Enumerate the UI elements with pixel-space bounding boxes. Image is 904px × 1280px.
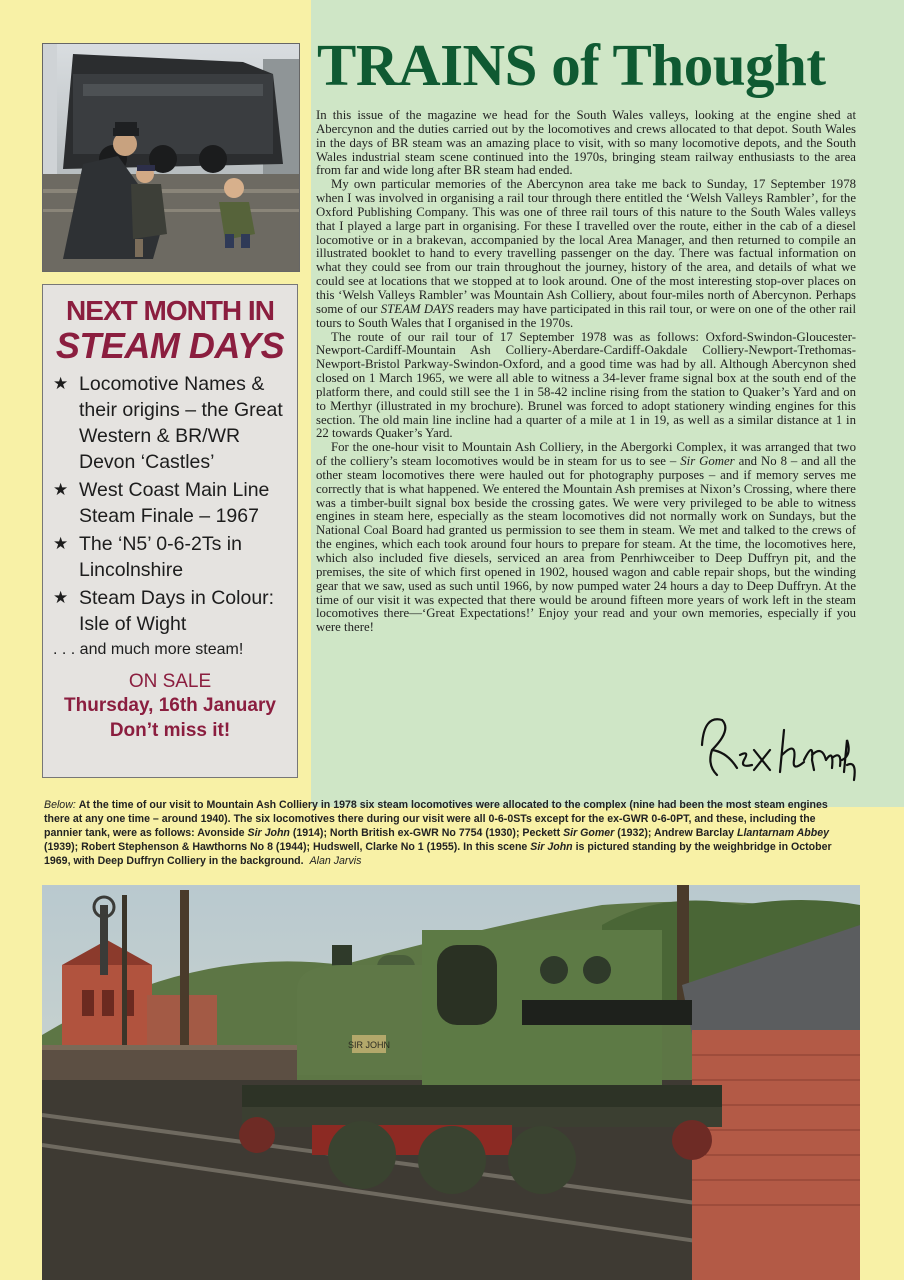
list-item-label: Steam Days in Colour: Isle of Wight	[79, 587, 275, 635]
next-month-brand: STEAM DAYS	[55, 325, 285, 366]
paragraph: In this issue of the magazine we head for the South Wales valleys, looking at the engine shed at Abercynon and the duties carried out by the locomotives and crews allocated to that depot. South Wales in the days of BR steam was an amazing place to visit, with so many locomotive depots, and the South Wales industrial steam scene continued into the 1970s, bringing steam railway enthusiasts to the area from far and wide long after BR steam had ended.	[316, 108, 856, 178]
article-body	[316, 109, 856, 635]
more-text: . . . and much more steam!	[53, 641, 244, 658]
next-month-heading: NEXT MONTH IN	[66, 295, 274, 326]
text: readers may have participated in this rail tour, or were on one of the other rail tours to South Wales that I organised in the 1970s.	[316, 301, 857, 330]
dont-miss-label: Don’t miss it!	[109, 720, 231, 741]
on-sale-label: ON SALE	[128, 671, 212, 692]
list-item-label: Locomotive Names & their origins – the Great Western & BR/WR Devon ‘Castles’	[79, 373, 283, 473]
loco-name: Sir Gomer	[680, 454, 735, 469]
caption-label: Below:	[44, 799, 76, 811]
list-item	[43, 531, 297, 583]
locomotive-photo	[42, 885, 860, 1280]
star-icon: ★	[53, 480, 69, 499]
list-item	[43, 585, 297, 637]
photo-credit: Alan Jarvis	[309, 855, 362, 868]
list-item-label: West Coast Main Line Steam Finale – 1967	[79, 479, 270, 527]
loco-name: Sir John	[530, 841, 573, 854]
caption-text: At the time of our visit to Mountain Ash Colliery in 1978 six steam locomotives were allocated to the complex (nine had been the most steam engines there at any one time – around 1940). The six locomotives there during our visit were all 0-6-0STs except for the ex-GWR 0-6-0PT, and these, including the pannier tank, were as follows: Avonside	[44, 799, 828, 840]
star-icon: ★	[53, 534, 69, 553]
next-month-box	[42, 284, 298, 778]
page-title: TRAINS of Thought	[317, 32, 826, 98]
paragraph: The route of our rail tour of 17 September 1978 was as follows: Oxford-Swindon-Gloucester-Newport-Cardiff-Mountain Ash Colliery-Aberdare-Cardiff-Oakdale Colliery-Newport-Trethomas-Newport-Bristol Parkway-Swindon-Oxford, and a good time was had by all. Although Abercynon shed closed on 1 March 1965, we were all able to witness a 34-lever frame signal box at the south end of the platform there, and could still see the 1 in 58-42 incline rising from the station to Quaker’s Yard and on to Merthyr (illustrated in my brochure). Brunel was forced to adopt stationery winding engines for this section. The old main line incline had a quarter of a mile at 1 in 19, as well as a similar distance at 1 in 22 towards Quaker’s Yard.	[316, 329, 856, 441]
loco-name: Llantarnam Abbey	[736, 827, 829, 840]
text: My own particular memories of the Abercynon area take me back to Sunday, 17 September 1978 when I was involved in organising a rail tour through there entitled the ‘Welsh Valleys Rambler’, for the Oxford Publishing Company. This was one of three rail tours of this nature to the South Wales valleys that I played a large part in organising. For these I travelled over the route, either in the cab of a diesel locomotive or in a brakevan, accompanied by the local Area Manager, and then returned to compile an illustrated booklet to hand to every travelling passenger on the day. There was factual information on what they could see from our train throughout the journey, history of the area, and details of what we could see at locations that we stopped at to look around. One of the most interesting stop-over places on this ‘Welsh Valleys Rambler’ was Mountain Ash Colliery, about four-miles north of Abercynon. Perhaps some of our	[316, 177, 856, 316]
caption-text: (1932); Andrew Barclay	[614, 827, 737, 840]
caption-text: (1939); Robert Stephenson & Hawthorns No 8 (1944); Hudswell, Clarke No 1 (1955). In this scene	[44, 841, 531, 854]
signature	[692, 710, 862, 785]
loco-name: Sir John	[247, 827, 290, 840]
depot-photo	[42, 43, 300, 272]
paragraph	[316, 178, 856, 330]
loco-nameplate: SIR JOHN	[347, 1040, 391, 1050]
loco-name: Sir Gomer	[563, 827, 615, 840]
on-sale-date: Thursday, 16th January	[64, 695, 276, 716]
text: and No 8 – and all the other steam locomotives there were hauled out for photography purposes – and if memory serves me correctly that is what happened. We entered the Mountain Ash premises at Nixon’s Crossing, where there was a timber-built signal box beside the crossing gates. We were very privileged to be able to witness engines in steam here, especially as the steam locomotives did not normally work on Sundays, but the National Coal Board had granted us permission to see them in steam. We met and talked to the crews of the engines, which each took around four hours to prepare for steam. At the time, the locomotives here, which also included five diesels, serviced an area from Penrhiwceiber to Deep Duffryn pit, and the premises, the site of which first opened in 1902, housed wagon and cable repair shops, but the winding gear that we saw, used as such until 1966, by now pumped water 24 hours a day to Deep Duffryn. At the time of our visit it was expected that there would be around fifteen more years of work left in the steam locomotives there—‘Great Expectations!’ Enjoy your read and your own memories, especially if you were there!	[316, 454, 856, 635]
photo-caption	[44, 798, 850, 868]
star-icon: ★	[53, 374, 69, 393]
brand-text: STEAM DAYS	[380, 301, 454, 316]
star-icon: ★	[53, 588, 69, 607]
next-month-list	[43, 371, 297, 637]
list-item	[43, 477, 297, 529]
text: For the one-hour visit to Mountain Ash Colliery, in the Abergorki Complex, it was arranged that two of the colliery’s steam locomotives would be in steam for us to see –	[316, 440, 856, 469]
paragraph	[316, 441, 856, 635]
caption-text: (1914); North British ex-GWR No 7754 (1930); Peckett	[289, 827, 564, 840]
list-item-label: The ‘N5’ 0-6-2Ts in Lincolnshire	[79, 533, 242, 581]
caption-text: is pictured standing by the weighbridge in October 1969, with Deep Duffryn Colliery in the background.	[44, 841, 832, 868]
list-item	[43, 371, 297, 475]
